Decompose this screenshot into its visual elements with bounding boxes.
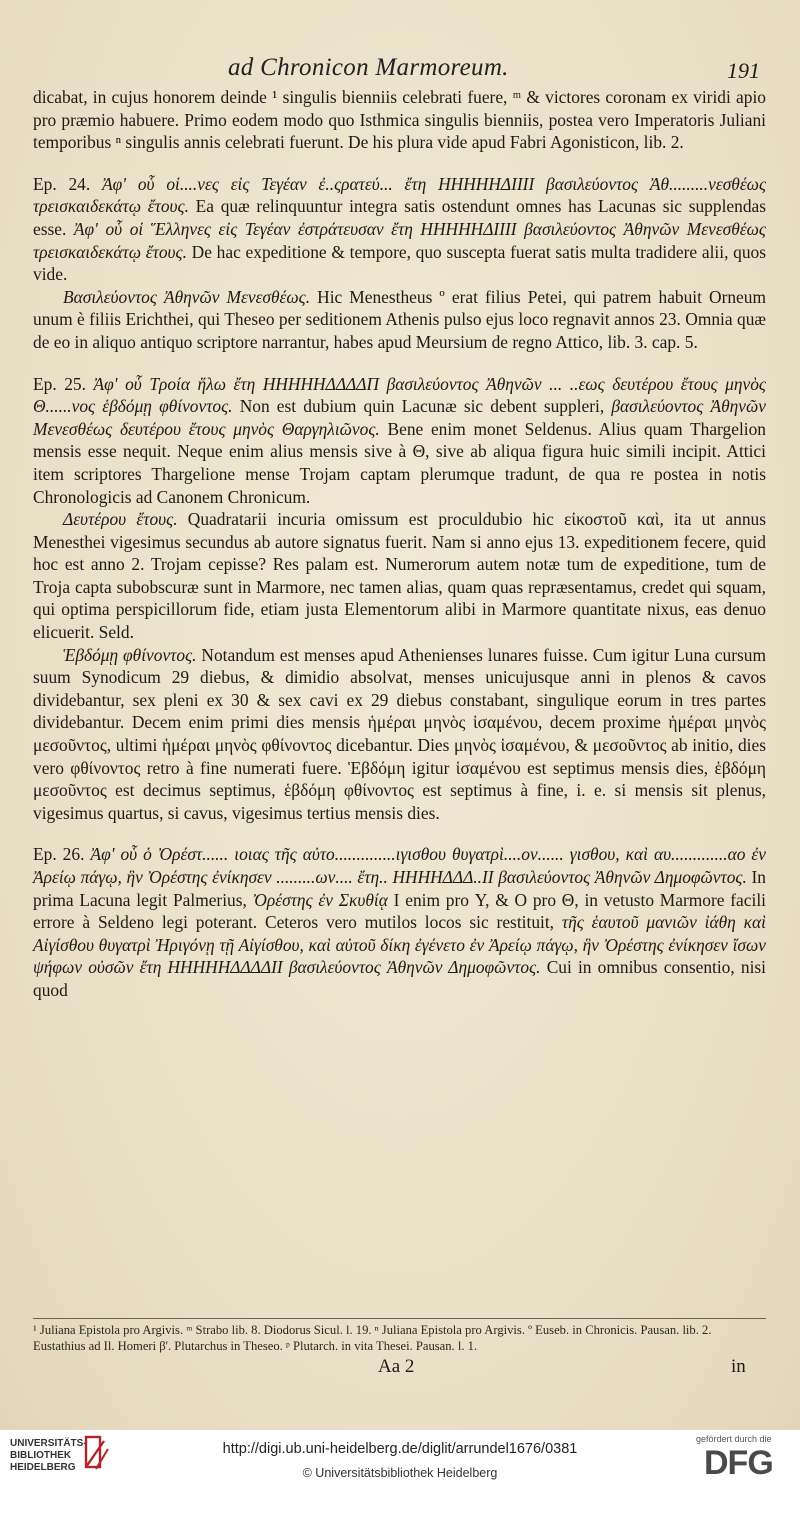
permalink-url[interactable]: http://digi.ub.uni-heidelberg.de/diglit/arrundel1676/0381 (222, 1441, 578, 1457)
epoch-25-latin: Non est dubium quin Lacunæ sic debent suppleri, (239, 396, 605, 417)
epoch-26-greek-2: Ὀρέστης ἐν Σκυθίᾳ (252, 889, 388, 910)
epoch-26-latin: In prima Lacuna legit Palmerius, (33, 867, 766, 910)
viewer-footer (0, 1430, 800, 1517)
epoch-24-greek-restored: Ἀφ' οὗ οἱ Ἕλληνες εἰς Τεγέαν ἐστράτευσαν ἔτη ΗΗΗΗΗΔΙΙΙΙ βασιλεύοντος Ἀθηνῶν Μενεσθέως τρεισκαιδεκάτῳ ἔτους. (33, 218, 766, 262)
paragraph-intro: dicabat, in cujus honorem deinde ¹ singulis bienniis celebrati fuere, ᵐ & victores coronam ex viridi apio pro præmio habuere. Primo eodem modo quo Isthmica singulis bienniis, postea vero Imperatoris Juliani temporibus ⁿ singulis annis celebrati fuerunt. De his plura vide apud Fabri Agonisticon, lib. 2. (33, 87, 766, 153)
hebdome-latin: Notandum est menses apud Athenienses lunares fuisse. Cum igitur Luna cursum suum Synodicum 29 diebus, & dimidio absolvat, menses unicujusque anni in plenos & cavos dividebantur, sex pleni ex 30 & sex cavi ex 29 diebus constabant, singulique eorum in tres partes dividebantur. Decem enim primi dies mensis ἡμέραι μηνὸς ἱσαμένου, decem proxime ἡμέραι μηνὸς μεσοῦντος, ultimi ἡμέραι μηνὸς φθίνοντος dicebantur. Dies μηνὸς ἱσαμένου, & μεσοῦντος ab initio, dies vero φθίνοντος retro à fine numerati fuere. Ἑβδόμη igitur ἱσαμένου est septimus mensis dies, ἑβδόμη μεσοῦντος est decimus septimus, ἑβδόμη φθίνοντος est septimus à fine, i. e. si mensis sit plenus, vigesimus quartus, si cavus, vigesimus tertius mensis dies. (33, 644, 766, 823)
library-name-line-3: HEIDELBERG (10, 1462, 76, 1473)
epoch-25-greek: Ἀφ' οὗ Τροία ἥλω ἔτη ΗΗΗΗΗΔΔΔΔΠ βασιλεύοντος Ἀθηνῶν ... ..εως δευτέρου ἔτους μηνὸς Θ......νος ἑβδόμῃ φθίνοντος. (33, 373, 766, 417)
epoch-25-latin-2: Bene enim monet Seldenus. Alius quam Thargelion mensis esse nequit. Neque enim alius mensis sive à Θ, sive ab aliqua figura huic simili incipit. Attici item scriptores Thargelione mense Trojam captam plerumque tradunt, de qua re postea in notis Chronologicis ad Canonem Chronicum. (33, 418, 766, 507)
epoch-26-label: Ep. 26. (33, 844, 85, 865)
epoch-26-greek-restored: τῆς ἑαυτοῦ μανιῶν ἰάθη καὶ Αἰγίσθου θυγατρὶ Ἠριγόνῃ τῇ Αἰγίσθου, καὶ αὐτοῦ δίκη ἐγένετο ἐν Ἀρείῳ πάγῳ, ἣν Ὀρέστης ἐνίκησεν ἴσων ψήφων οὐσῶν ἔτη ΗΗΗΗΗΔΔΔΔΙΙ βασιλεύοντος Ἀθηνῶν Δημοφῶντος. (33, 912, 766, 978)
signature-mark: Aa 2 (378, 1356, 415, 1377)
dfg-logo: DFG (704, 1444, 773, 1482)
catchword: in (731, 1356, 746, 1377)
paragraph-menestheus (33, 286, 766, 354)
copyright-notice: © Universitätsbibliothek Heidelberg (302, 1466, 498, 1480)
menestheus-greek: Βασιλεύοντος Ἀθηνῶν Μενεσθέως. (63, 286, 311, 307)
sponsor-label: gefördert durch die (696, 1434, 772, 1444)
epoch-24-greek: Ἀφ' οὗ οἱ....νες εἰς Τεγέαν ἐ..ςρατεύ... ἔτη ΗΗΗΗΗΔΙΙΙΙ βασιλεύοντος Ἀθ.........νεσθέως τρεισκαιδεκάτῳ ἔτους. (33, 173, 767, 217)
epoch-26-latin-2: I enim pro Υ, & Ο pro Θ, in vetusto Marmore facili errore à Seldeno legi poterant. Ceteros vero mutilos locos sic restituit, (33, 889, 766, 933)
deuterou-greek: Δευτέρου ἔτους. (63, 509, 178, 530)
library-name-line-2: BIBLIOTHEK (10, 1450, 72, 1461)
epoch-25-greek-restored: βασιλεύοντος Ἀθηνῶν Μενεσθέως δευτέρου ἔτους μηνὸς Θαργηλιῶνος. (33, 396, 766, 439)
running-header (0, 48, 800, 88)
epoch-25-label: Ep. 25. (33, 373, 86, 394)
paragraph-epoch-26 (33, 843, 766, 1001)
body-text (33, 86, 766, 1002)
epoch-24-latin: Ea quæ relinquuntur integra satis ostendunt omnes has Lacunas sic supplendas esse. (33, 196, 767, 239)
paragraph-deuterou (33, 508, 766, 644)
footnote-text: ¹ Juliana Epistola pro Argivis. ᵐ Strabo lib. 8. Diodorus Sicul. l. 19. ⁿ Juliana Epistola pro Argivis. º Euseb. in Chronicis. Pausan. lib. 2. Eustathius ad Il. Homeri β'. Plutarchus in Theseo. ᵖ Plutarch. in vita Thesei. Pausan. l. 1. (33, 1323, 712, 1353)
running-title: ad Chronicon Marmoreum. (228, 54, 509, 81)
hebdome-greek: Ἑβδόμῃ φθίνοντος. (63, 644, 197, 665)
paragraph-epoch-25 (33, 373, 766, 509)
footnotes (33, 1318, 766, 1354)
paragraph-hebdome (33, 644, 766, 825)
epoch-26-latin-3: Cui in omnibus consentio, nisi quod (33, 957, 767, 1000)
library-name-line-1: UNIVERSITÄTS- (10, 1438, 87, 1449)
epoch-26-greek: Ἀφ' οὗ ὁ Ὀρέστ...... ιοιας τῆς αὐτο..............ιγισθου θυγατρὶ....ον...... γισθου, καὶ αυ.............αο ἐν Ἀρείῳ πάγῳ, ἣν Ὀρέστης ἐνίκησεν .........ων.... ἔτη.. ΗΗΗΗΔΔΔ..ΙΙ βασιλεύοντος Ἀθηνῶν Δημοφῶντος. (33, 844, 766, 887)
epoch-24-label: Ep. 24. (33, 173, 91, 194)
menestheus-latin: Hic Menestheus º erat filius Petei, qui patrem habuit Orneum unum è filiis Erichthei, qui Theseo per seditionem Athenis pulso ejus loco regnavit annos 23. Omnia quæ de eo in aliquo antiquo scriptore narrantur, habes apud Meursium de regno Attico, lib. 3. cap. 5. (33, 286, 767, 352)
page-number: 191 (727, 58, 760, 83)
deuterou-latin: Quadratarii incuria omissum est proculdubio hic εἰκοστοῦ καὶ, ita ut annus Menesthei vigesimus secundus ab autore signatus fuerit. Nam si anno ejus 13. expeditionem fecere, quid hoc est anno 2. Trojam cepisse? Res palam est. Numerorum autem notæ tum de expeditione, tum de Troja capta subobscuræ sunt in Marmore, nec tamen alias, quam quas repræsentamus, credet qui squam, qui optima perspicillorum fide, etiam justa Elementorum alibi in Marmore quantitate nixus, eas denuo elicuerit. Seld. (33, 509, 766, 643)
paragraph-epoch-24 (33, 173, 766, 286)
epoch-24-latin-2: De hac expeditione & tempore, quo suscepta fuerat satis multa tradidere alii, quos vide. (33, 241, 766, 285)
